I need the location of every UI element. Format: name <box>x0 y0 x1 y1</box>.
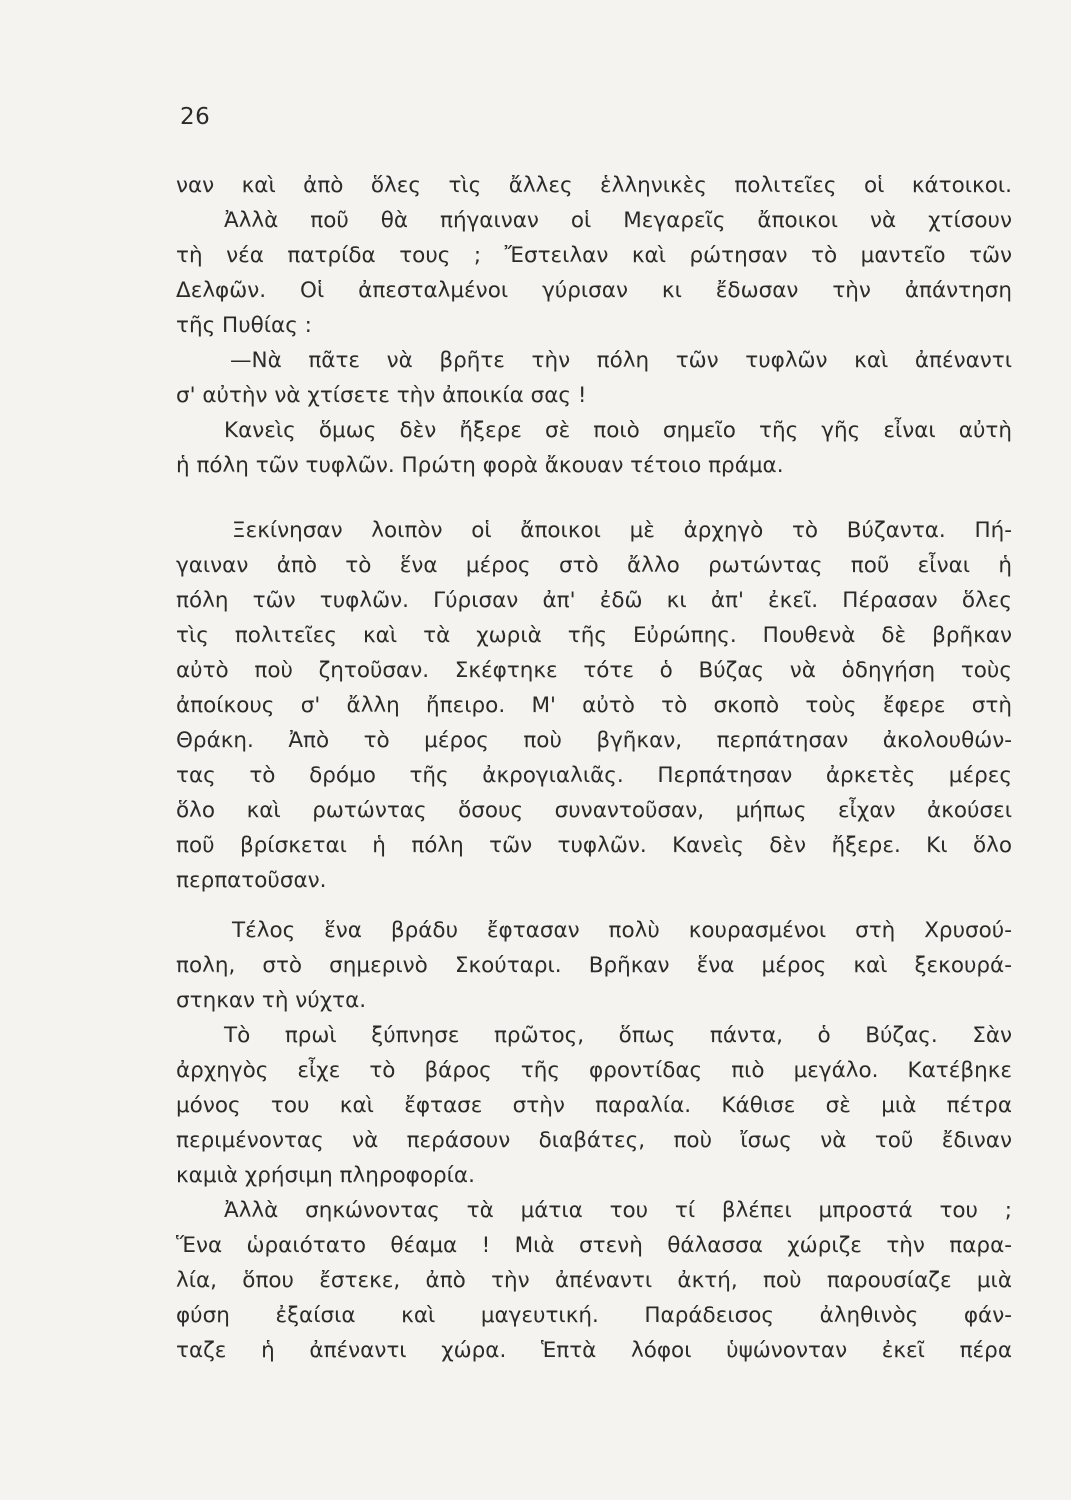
text-line: περπατοῦσαν. <box>176 868 327 893</box>
paragraph-block-2 <box>176 513 1012 898</box>
text-line: ποῦ βρίσκεται ἡ πόλη τῶν τυφλῶν. Κανεὶς δὲν ἤξερε. Κι ὅλο <box>176 833 1012 858</box>
text-line: Τέλος ἕνα βράδυ ἔφτασαν πολὺ κουρασμένοι στὴ Χρυσού- <box>232 918 1012 943</box>
text-line: Κανεὶς ὅμως δὲν ἤξερε σὲ ποιὸ σημεῖο τῆς γῆς εἶναι αὐτὴ <box>224 418 1012 443</box>
text-line: Ἀλλὰ ποῦ θὰ πήγαιναν οἱ Μεγαρεῖς ἄποικοι νὰ χτίσουν <box>224 208 1012 233</box>
text-line: ταζε ἡ ἀπέναντι χώρα. Ἑπτὰ λόφοι ὑψώνονταν ἐκεῖ πέρα <box>176 1338 1012 1363</box>
text-line: τὴ νέα πατρίδα τους ; Ἔστειλαν καὶ ρώτησαν τὸ μαντεῖο τῶν <box>176 243 1012 268</box>
text-line: πόλη τῶν τυφλῶν. Γύρισαν ἀπ' ἐδῶ κι ἀπ' ἐκεῖ. Πέρασαν ὅλες <box>176 588 1012 613</box>
paragraph-block-1 <box>176 168 1012 483</box>
text-line: στηκαν τὴ νύχτα. <box>176 988 367 1013</box>
text-line: —Νὰ πᾶτε νὰ βρῆτε τὴν πόλη τῶν τυφλῶν καὶ ἀπέναντι <box>230 348 1012 373</box>
text-line: ἡ πόλη τῶν τυφλῶν. Πρώτη φορὰ ἄκουαν τέτοιο πράμα. <box>176 453 784 478</box>
text-line: τας τὸ δρόμο τῆς ἀκρογιαλιᾶς. Περπάτησαν ἀρκετὲς μέρες <box>176 763 1012 788</box>
text-line: Ἕνα ὡραιότατο θέαμα ! Μιὰ στενὴ θάλασσα χώριζε τὴν παρα- <box>176 1233 1012 1258</box>
text-line: Δελφῶν. Οἱ ἀπεσταλμένοι γύρισαν κι ἔδωσαν τὴν ἀπάντηση <box>176 278 1012 303</box>
text-line: περιμένοντας νὰ περάσουν διαβάτες, ποὺ ἴσως νὰ τοῦ ἔδιναν <box>176 1128 1012 1153</box>
text-line: τὶς πολιτεῖες καὶ τὰ χωριὰ τῆς Εὐρώπης. Πουθενὰ δὲ βρῆκαν <box>176 623 1012 648</box>
text-line: καμιὰ χρήσιμη πληροφορία. <box>176 1163 475 1188</box>
text-line: ἀρχηγὸς εἶχε τὸ βάρος τῆς φροντίδας πιὸ μεγάλο. Κατέβηκε <box>176 1058 1012 1083</box>
text-line: φύση ἐξαίσια καὶ μαγευτική. Παράδεισος ἀληθινὸς φάν- <box>176 1303 1012 1328</box>
text-line: λία, ὅπου ἔστεκε, ἀπὸ τὴν ἀπέναντι ἀκτή, ποὺ παρουσίαζε μιὰ <box>176 1268 1012 1293</box>
text-line: Ξεκίνησαν λοιπὸν οἱ ἄποικοι μὲ ἀρχηγὸ τὸ Βύζαντα. Πή- <box>232 518 1012 543</box>
text-line: ὅλο καὶ ρωτώντας ὅσους συναντοῦσαν, μήπως εἶχαν ἀκούσει <box>176 798 1012 823</box>
text-line: τῆς Πυθίας : <box>176 313 312 338</box>
text-line: γαιναν ἀπὸ τὸ ἕνα μέρος στὸ ἄλλο ρωτώντας ποῦ εἶναι ἡ <box>176 553 1012 578</box>
text-line: αὐτὸ ποὺ ζητοῦσαν. Σκέφτηκε τότε ὁ Βύζας νὰ ὁδηγήση τοὺς <box>176 658 1012 683</box>
text-line: Ἀλλὰ σηκώνοντας τὰ μάτια του τί βλέπει μπροστά του ; <box>224 1198 1012 1223</box>
text-line: Τὸ πρωὶ ξύπνησε πρῶτος, ὅπως πάντα, ὁ Βύζας. Σὰν <box>224 1023 1012 1048</box>
text-line: μόνος του καὶ ἔφτασε στὴν παραλία. Κάθισε σὲ μιὰ πέτρα <box>176 1093 1012 1118</box>
paragraph-block-3 <box>176 913 1012 1368</box>
page-number: 26 <box>180 104 211 130</box>
text-line: Θράκη. Ἀπὸ τὸ μέρος ποὺ βγῆκαν, περπάτησαν ἀκολουθών- <box>176 728 1012 753</box>
text-line: πολη, στὸ σημερινὸ Σκούταρι. Βρῆκαν ἕνα μέρος καὶ ξεκουρά- <box>176 953 1012 978</box>
text-line: σ' αὐτὴν νὰ χτίσετε τὴν ἀποικία σας ! <box>176 383 587 408</box>
text-line: ἀποίκους σ' ἄλλη ἤπειρο. Μ' αὐτὸ τὸ σκοπὸ τοὺς ἔφερε στὴ <box>176 693 1012 718</box>
text-line: ναν καὶ ἀπὸ ὅλες τὶς ἄλλες ἑλληνικὲς πολιτεῖες οἱ κάτοικοι. <box>176 173 1012 198</box>
